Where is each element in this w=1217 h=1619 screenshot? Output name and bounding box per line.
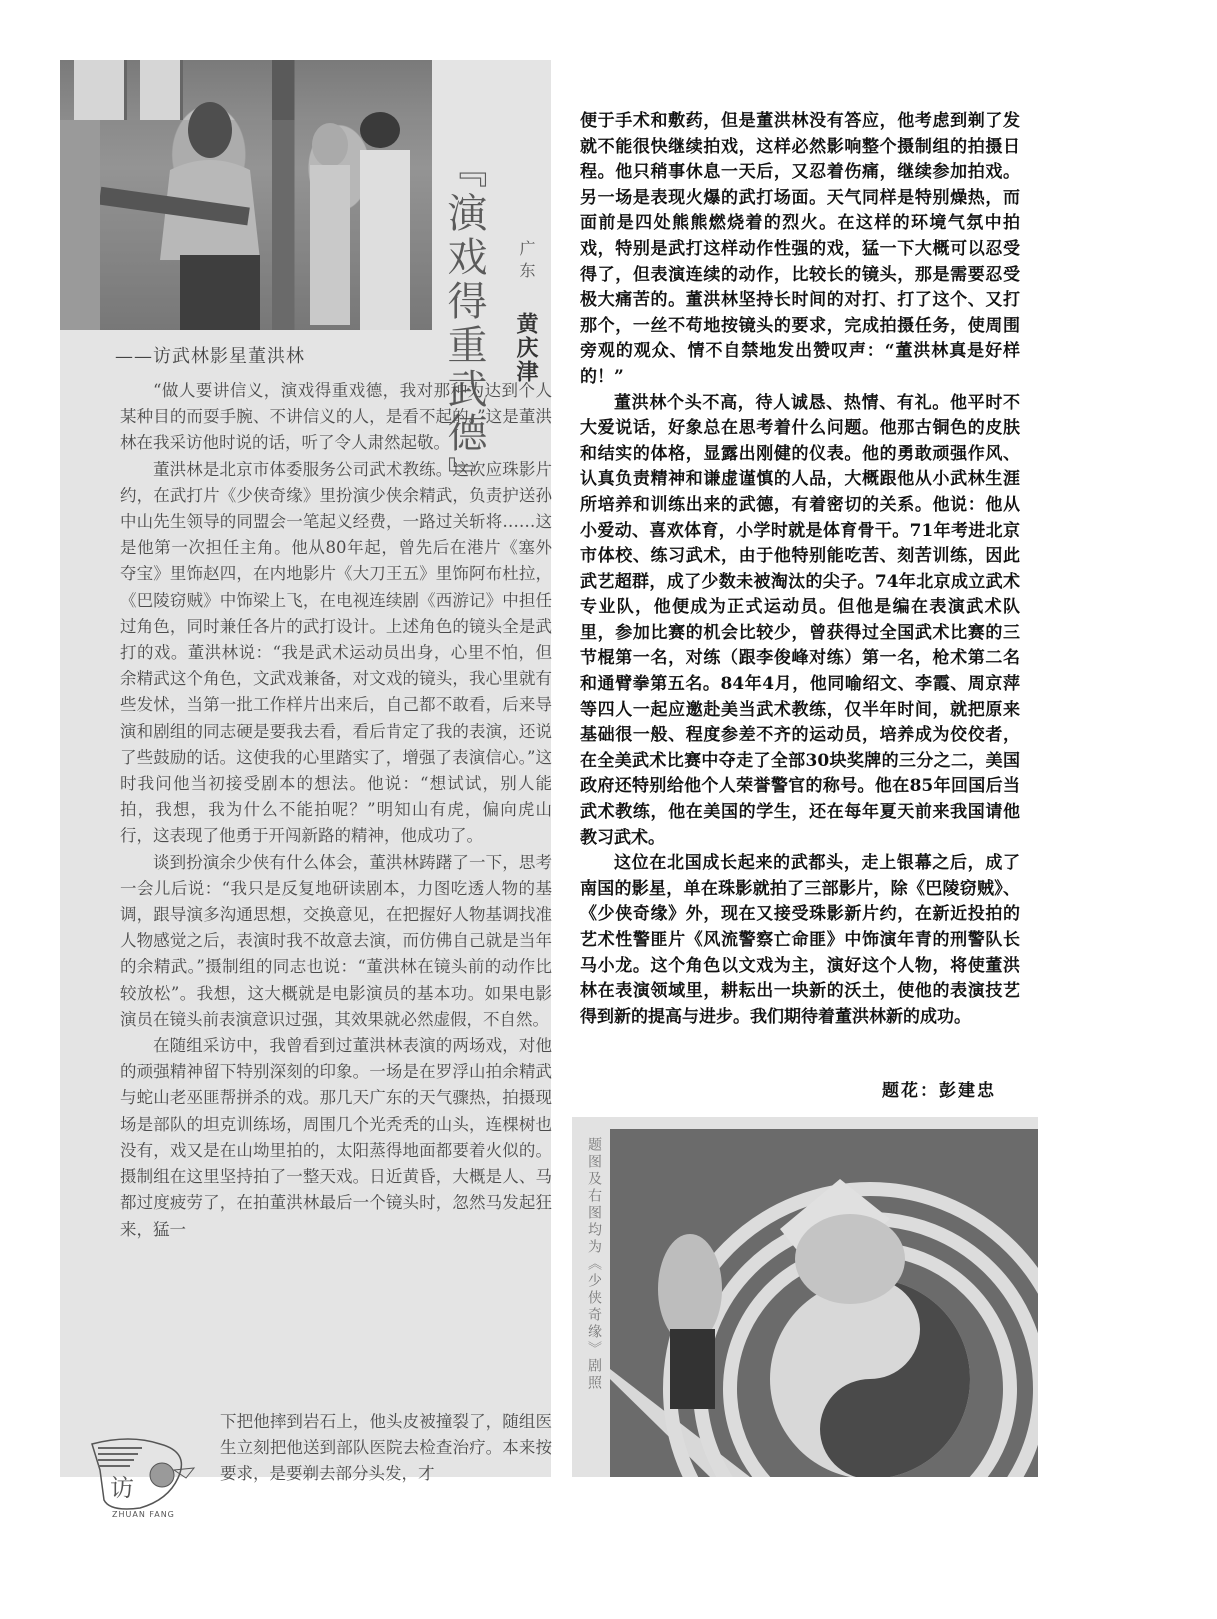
film-still-image bbox=[610, 1129, 1038, 1477]
byline-author: 黄庆津 bbox=[513, 312, 538, 384]
zhuanfang-logo-icon bbox=[90, 1430, 200, 1520]
svg-text:访: 访 bbox=[110, 1474, 134, 1502]
photo-figures bbox=[60, 60, 432, 330]
left-article-panel bbox=[60, 60, 552, 1519]
paragraph: “做人要讲信义，演戏得重戏德，我对那种为达到个人某种目的而耍手腕、不讲信义的人，是看不起的。”这是董洪林在我采访他时说的话，听了令人肃然起敬。 bbox=[120, 381, 552, 453]
left-column-tail: 下把他摔到岩石上，他头皮被撞裂了，随组医生立刻把他送到部队医院去检查治疗。本来按要求，是要剃去部分头发，才 bbox=[220, 1412, 552, 1484]
article-subtitle: ——访武林影星董洪林 bbox=[115, 346, 305, 367]
right-column-body bbox=[580, 109, 1020, 1030]
bagua-scene bbox=[610, 1129, 1038, 1477]
byline-region: 广东 bbox=[517, 240, 536, 284]
paragraph: 董洪林个头不高，待人诚恳、热情、有礼。他平时不大爱说话，好象总在思考着什么问题。他那古铜色的皮肤和结实的体格，显露出刚健的仪表。他的勇敢顽强作风、认真负责精神和谦虚谨慎的人品，大概跟他从小武林生涯所培养和训练出来的武德，有着密切的关系。他说：他从小爱动、喜欢体育，小学时就是体育骨干。71年考进北京市体校、练习武术，由于他特别能吃苦、刻苦训练，因此武艺超群，成了少数未被淘汰的尖子。74年北京成立武术专业队，他便成为正式运动员。但他是编在表演武术队里，参加比赛的机会比较少，曾获得过全国武术比赛的三节棍第一名，对练（跟李俊峰对练）第一名，枪术第二名和通臂拳第五名。84年4月，他同喻绍文、李霞、周京萍等四人一起应邀赴美当武术教练，仅半年时间，就把原来基础很一般、程度参差不齐的运动员，培养成为佼佼者，在全美武术比赛中夺走了全部30块奖牌的三分之二，美国政府还特别给他个人荣誉警官的称号。他在85年回国后当武术教练，他在美国的学生，还在每年夏天前来我国请他教习武术。 bbox=[580, 392, 1020, 848]
photo-caption: 题图及右图均为《少侠奇缘》剧照 bbox=[586, 1137, 602, 1392]
film-still-photo bbox=[572, 1117, 1038, 1477]
article-title: 『演戏得重武德』 bbox=[441, 148, 487, 500]
paragraph: 便于手术和敷药，但是董洪林没有答应，他考虑到剃了发就不能很快继续拍戏，这样必然影响整个摄制组的拍摄日程。他只稍事休息一天后，又忍着伤痛，继续参加拍戏。另一场是表现火爆的武打场面。天气同样是特别燥热，而面前是四处熊熊燃烧着的烈火。在这样的环境气氛中拍戏，特别是武打这样动作性强的戏，猛一下大概可以忍受得了，但表演连续的动作，比较长的镜头，那是需要忍受极大痛苦的。董洪林坚持长时间的对打、打了这个、又打那个，一丝不苟地按镜头的要求，完成拍摄任务，使周围旁观的观众、情不自禁地发出赞叹声：“董洪林真是好样的！” bbox=[580, 111, 1020, 387]
paragraph: 董洪林是北京市体委服务公司武术教练。这次应珠影片约，在武打片《少侠奇缘》里扮演少侠余精武，负责护送孙中山先生领导的同盟会一笔起义经费，一路过关斩将……这是他第一次担任主角。他从80年起，曾先后在港片《塞外夺宝》里饰赵四，在内地影片《大刀王五》里饰阿布杜拉，《巴陵窃贼》中饰梁上飞，在电视连续剧《西游记》中担任过角色，同时兼任各片的武打设计。上述角色的镜头全是武打的戏。董洪林说：“我是武术运动员出身，心里不怕，但余精武这个角色，文武戏兼备，对文戏的镜头，我心里就有些发怵，当第一批工作样片出来后，自己都不敢看，后来导演和剧组的同志硬是要我去看，看后肯定了我的表演，还说了些鼓励的话。这使我的心里踏实了，增强了表演信心。”这时我问他当初接受剧本的想法。他说：“想试试，别人能拍，我想，我为什么不能拍呢？”明知山有虎，偏向虎山行，这表现了他勇于开闯新路的精神，他成功了。 bbox=[120, 459, 552, 846]
paragraph: 谈到扮演余少侠有什么体会，董洪林踌躇了一下，思考一会儿后说：“我只是反复地研读剧本，力图吃透人物的基调，跟导演多沟通思想，交换意见，在把握好人物基调找准人物感觉之后，表演时我不故意去演，而仿佛自己就是当年的余精武。”摄制组的同志也说：“董洪林在镜头前的动作比较放松”。我想，这大概就是电影演员的基本功。如果电影演员在镜头前表演意识过强，其效果就必然虚假，不自然。 bbox=[120, 852, 552, 1029]
header-photo bbox=[60, 60, 432, 330]
paragraph: 在随组采访中，我曾看到过董洪林表演的两场戏，对他的顽强精神留下特别深刻的印象。一场是在罗浮山拍余精武与蛇山老巫匪帮拼杀的戏。那几天广东的天气骤热，拍摄现场是部队的坦克训练场，周围几个光秃秃的山头，连棵树也没有，戏又是在山坳里拍的，太阳蒸得地面都要着火似的。摄制组在这里坚持拍了一整天戏。日近黄昏，大概是人、马都过度疲劳了，在拍董洪林最后一个镜头时，忽然马发起狂来，猛一 bbox=[120, 1036, 552, 1239]
left-column-body bbox=[120, 378, 552, 1243]
paragraph: 这位在北国成长起来的武都头，走上银幕之后，成了南国的影星，单在珠影就拍了三部影片，除《巴陵窃贼》、《少侠奇缘》外，现在又接受珠影新片约，在新近投拍的艺术性警匪片《风流警察亡命匪》中饰演年青的刑警队长马小龙。这个角色以文戏为主，演好这个人物，将使董洪林在表演领域里，耕耘出一块新的沃土，使他的表演技艺得到新的提高与进步。我们期待着董洪林新的成功。 bbox=[580, 853, 1020, 1027]
illustration-credit: 题花：彭建忠 bbox=[882, 1081, 996, 1101]
logo-label: ZHUAN FANG bbox=[112, 1510, 175, 1519]
